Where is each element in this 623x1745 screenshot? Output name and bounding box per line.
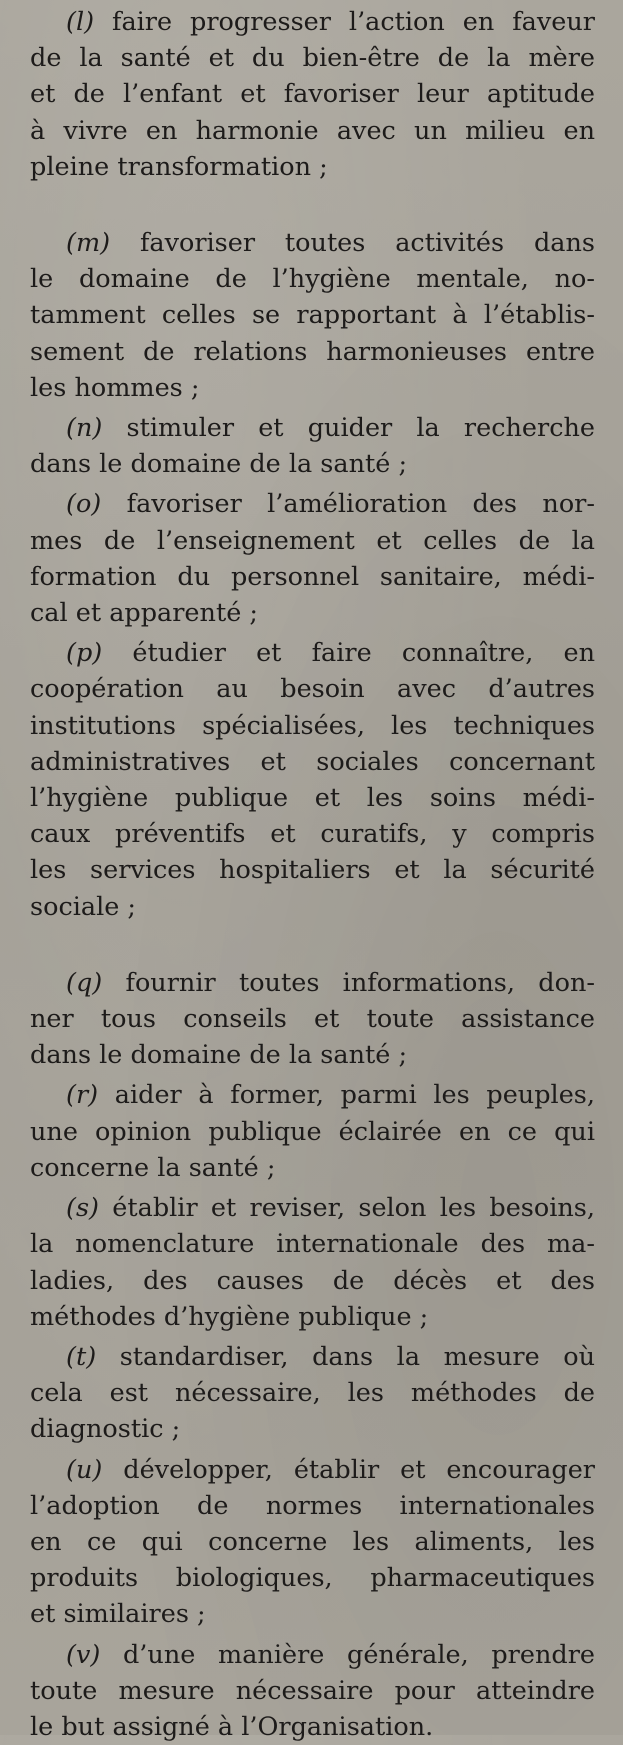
line-text: l’hygiène publique et les soins médi-	[30, 783, 595, 814]
line-text: formation du personnel sanitaire, médi-	[30, 561, 595, 592]
line-text: cela est nécessaire, les méthodes de	[30, 1378, 595, 1409]
line-text: le domaine de l’hygiène mentale, no-	[30, 264, 595, 295]
line-text: diagnostic ;	[30, 1414, 181, 1445]
line-text: d’une manière générale, prendre	[100, 1639, 595, 1670]
line-text: mes de l’enseignement et celles de la	[30, 525, 595, 556]
paragraph-u	[30, 1452, 595, 1633]
line-text: les hommes ;	[30, 372, 200, 403]
paragraph-o	[30, 486, 595, 631]
line-text: dans le domaine de la santé ;	[30, 1040, 408, 1071]
item-marker: (m)	[66, 228, 111, 259]
line-text: établir et reviser, selon les besoins,	[98, 1193, 595, 1224]
paragraph-t	[30, 1339, 595, 1448]
line-text: en ce qui concerne les aliments, les	[30, 1526, 595, 1557]
line-text: une opinion publique éclairée en ce qui	[30, 1116, 595, 1147]
paragraph-s	[30, 1190, 595, 1335]
paragraph-l	[30, 4, 595, 185]
paragraph-p	[30, 635, 595, 925]
line-text: aider à former, parmi les peuples,	[98, 1080, 595, 1111]
line-text: le but assigné à l’Organisation.	[30, 1711, 434, 1742]
paragraph-m	[30, 225, 595, 406]
line-text: la nomenclature internationale des ma-	[30, 1229, 595, 1260]
line-text: coopération au besoin avec d’autres	[30, 674, 595, 705]
line-text: cal et apparenté ;	[30, 598, 258, 629]
item-marker: (s)	[66, 1193, 99, 1224]
line-text: stimuler et guider la recherche	[102, 413, 595, 444]
line-text: favoriser l’amélioration des nor-	[101, 489, 595, 520]
paragraph-n	[30, 410, 595, 482]
line-text: sement de relations harmonieuses entre	[30, 336, 595, 367]
line-text: ladies, des causes de décès et des	[30, 1265, 595, 1296]
line-text: faire progresser l’action en faveur	[94, 7, 595, 37]
item-marker: (v)	[66, 1639, 101, 1670]
item-marker: (u)	[66, 1454, 103, 1485]
line-text: et similaires ;	[30, 1599, 206, 1630]
line-text: sociale ;	[30, 891, 137, 922]
line-text: favoriser toutes activités dans	[110, 228, 595, 259]
line-text: étudier et faire connaître, en	[102, 638, 595, 669]
item-marker: (o)	[66, 489, 102, 520]
line-text: ner tous conseils et toute assistance	[30, 1004, 595, 1035]
line-text: méthodes d’hygiène publique ;	[30, 1301, 429, 1332]
item-marker: (r)	[66, 1080, 99, 1111]
line-text: standardiser, dans la mesure où	[96, 1341, 595, 1372]
line-text: à vivre en harmonie avec un milieu en	[30, 115, 595, 146]
line-text: tamment celles se rapportant à l’établis-	[30, 300, 595, 331]
line-text: dans le domaine de la santé ;	[30, 449, 408, 480]
line-text: fournir toutes informations, don-	[102, 967, 595, 998]
item-marker: (p)	[66, 638, 103, 669]
line-text: de la santé et du bien-être de la mère	[30, 43, 595, 74]
paragraph-r	[30, 1077, 595, 1186]
line-text: développer, établir et encourager	[102, 1454, 595, 1485]
paragraph-q	[30, 965, 595, 1074]
line-text: concerne la santé ;	[30, 1152, 276, 1183]
item-marker: (n)	[66, 413, 103, 444]
paragraph-v	[30, 1637, 595, 1745]
line-text: caux préventifs et curatifs, y compris	[30, 819, 595, 850]
line-text: toute mesure nécessaire pour atteindre	[30, 1675, 595, 1706]
item-marker: (q)	[66, 967, 103, 998]
line-text: et de l’enfant et favoriser leur aptitude	[30, 79, 595, 110]
line-text: pleine transformation ;	[30, 151, 328, 182]
line-text: produits biologiques, pharmaceutiques	[30, 1563, 595, 1594]
item-marker: (t)	[66, 1341, 97, 1372]
line-text: administratives et sociales concernant	[30, 746, 595, 777]
line-text: les services hospitaliers et la sécurité	[30, 855, 595, 886]
line-text: institutions spécialisées, les techniques	[30, 710, 595, 741]
item-marker: (l)	[66, 7, 95, 37]
line-text: l’adoption de normes internationales	[30, 1490, 595, 1521]
